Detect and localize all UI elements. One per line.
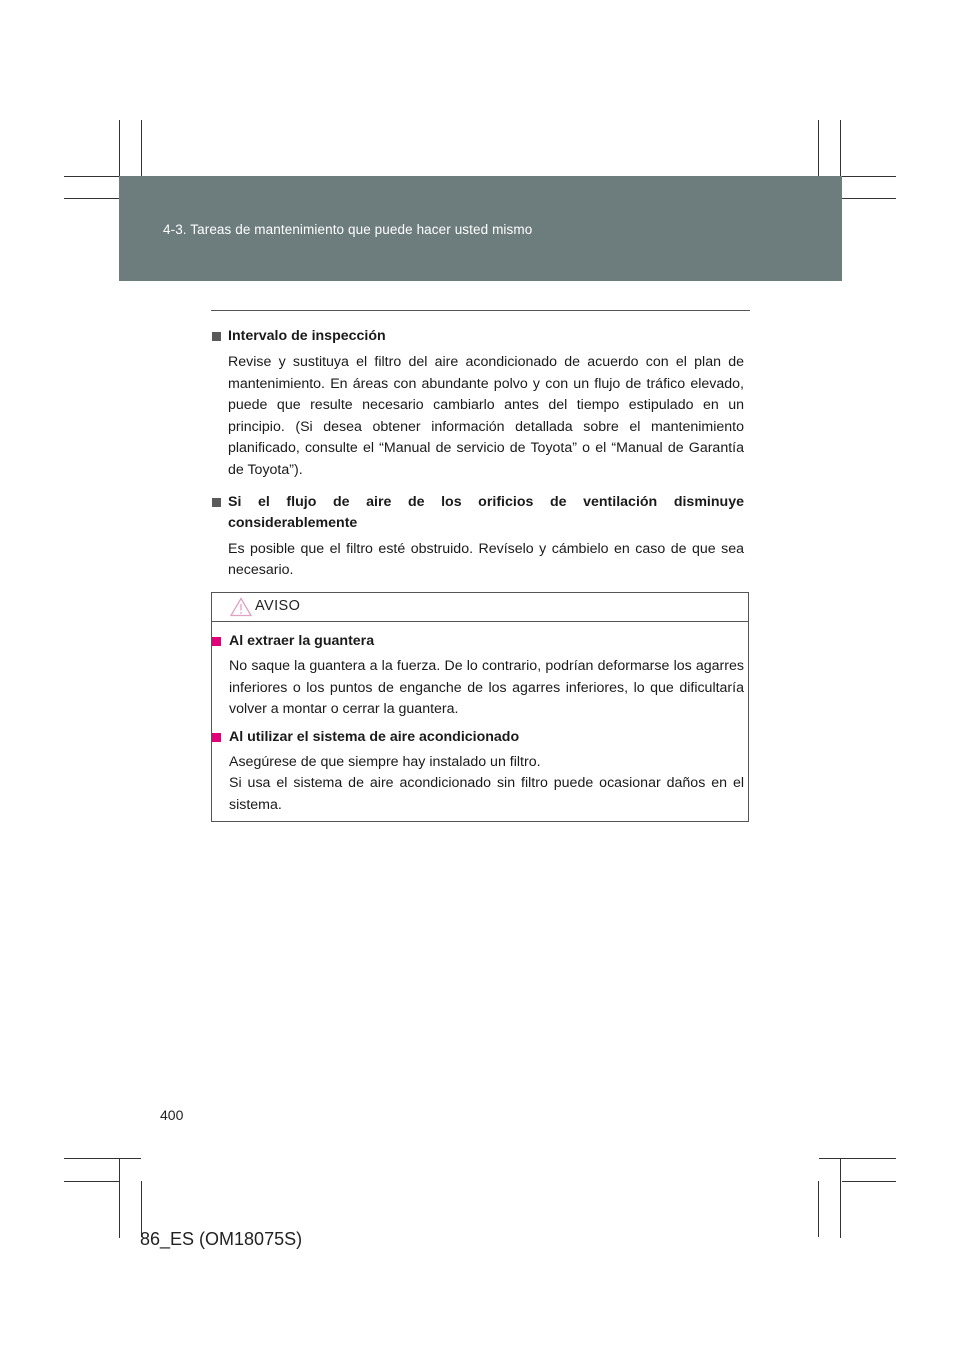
section-paragraph: Revise y sustituya el filtro del aire acondicionado de acuerdo con el plan de mantenimiento. En áreas con abundante polvo y con un flujo de tráfico elevado, puede que resulte necesario cambiarlo antes del tiempo estipulado en un principio. (Si desea obtener información detallada sobre el mantenimiento planificado, consulte el “Manual de servicio de Toyota” o el “Manual de Garantía de Toyota”). — [228, 354, 744, 478]
page-number: 400 — [160, 1107, 184, 1123]
warning-paragraph: No saque la guantera a la fuerza. De lo contrario, podrían deformarse los agarres inferiores o los puntos de enganche de los agarres inferiores, lo que dificultaría volver a montar o cerrar la guantera. — [229, 658, 744, 718]
section-heading — [212, 326, 744, 347]
square-bullet-icon — [212, 733, 221, 742]
warning-header — [212, 593, 748, 622]
crop-mark — [141, 120, 142, 176]
crop-mark — [64, 1181, 119, 1182]
crop-mark — [842, 198, 896, 199]
warning-body — [212, 631, 744, 817]
section-heading-text: Intervalo de inspección — [228, 328, 386, 344]
crop-mark — [842, 1181, 896, 1182]
warning-triangle-icon — [230, 597, 252, 622]
warning-line: Asegúrese de que siempre hay instalado un filtro. — [229, 753, 541, 770]
warning-heading-text: Al utilizar el sistema de aire acondicionado — [229, 728, 520, 745]
warning-label: AVISO — [255, 598, 301, 614]
crop-mark — [840, 120, 841, 176]
square-bullet-icon — [212, 637, 221, 646]
warning-box — [211, 592, 749, 822]
warning-line: Si usa el sistema de aire acondicionado sin filtro puede ocasionar daños en el sistema. — [229, 775, 744, 813]
square-bullet-icon — [212, 332, 221, 341]
warning-heading — [212, 631, 744, 652]
crop-mark — [842, 176, 896, 177]
crop-mark — [64, 1158, 141, 1159]
crop-mark — [119, 1158, 120, 1238]
main-content — [212, 326, 744, 582]
section-header — [119, 176, 842, 281]
document-code: 86_ES (OM18075S) — [140, 1229, 303, 1249]
crop-mark — [818, 120, 819, 176]
divider — [211, 310, 750, 311]
warning-heading — [212, 727, 744, 748]
crop-mark — [840, 1158, 841, 1238]
crop-mark — [819, 1158, 896, 1159]
section-heading-text: Si el flujo de aire de los orificios de ventilación disminuye considerablemente — [228, 493, 744, 531]
square-bullet-icon — [212, 498, 221, 507]
warning-heading-text: Al extraer la guantera — [229, 633, 375, 649]
section-title: 4-3. Tareas de mantenimiento que puede hacer usted mismo — [163, 222, 533, 237]
crop-mark — [119, 120, 120, 176]
warning-paragraph — [212, 752, 744, 817]
section-heading — [212, 492, 744, 534]
crop-mark — [64, 198, 119, 199]
section-paragraph: Es posible que el filtro esté obstruido. Revíselo y cámbielo en caso de que sea necesario. — [228, 540, 744, 579]
crop-mark — [818, 1181, 819, 1237]
crop-mark — [64, 176, 119, 177]
